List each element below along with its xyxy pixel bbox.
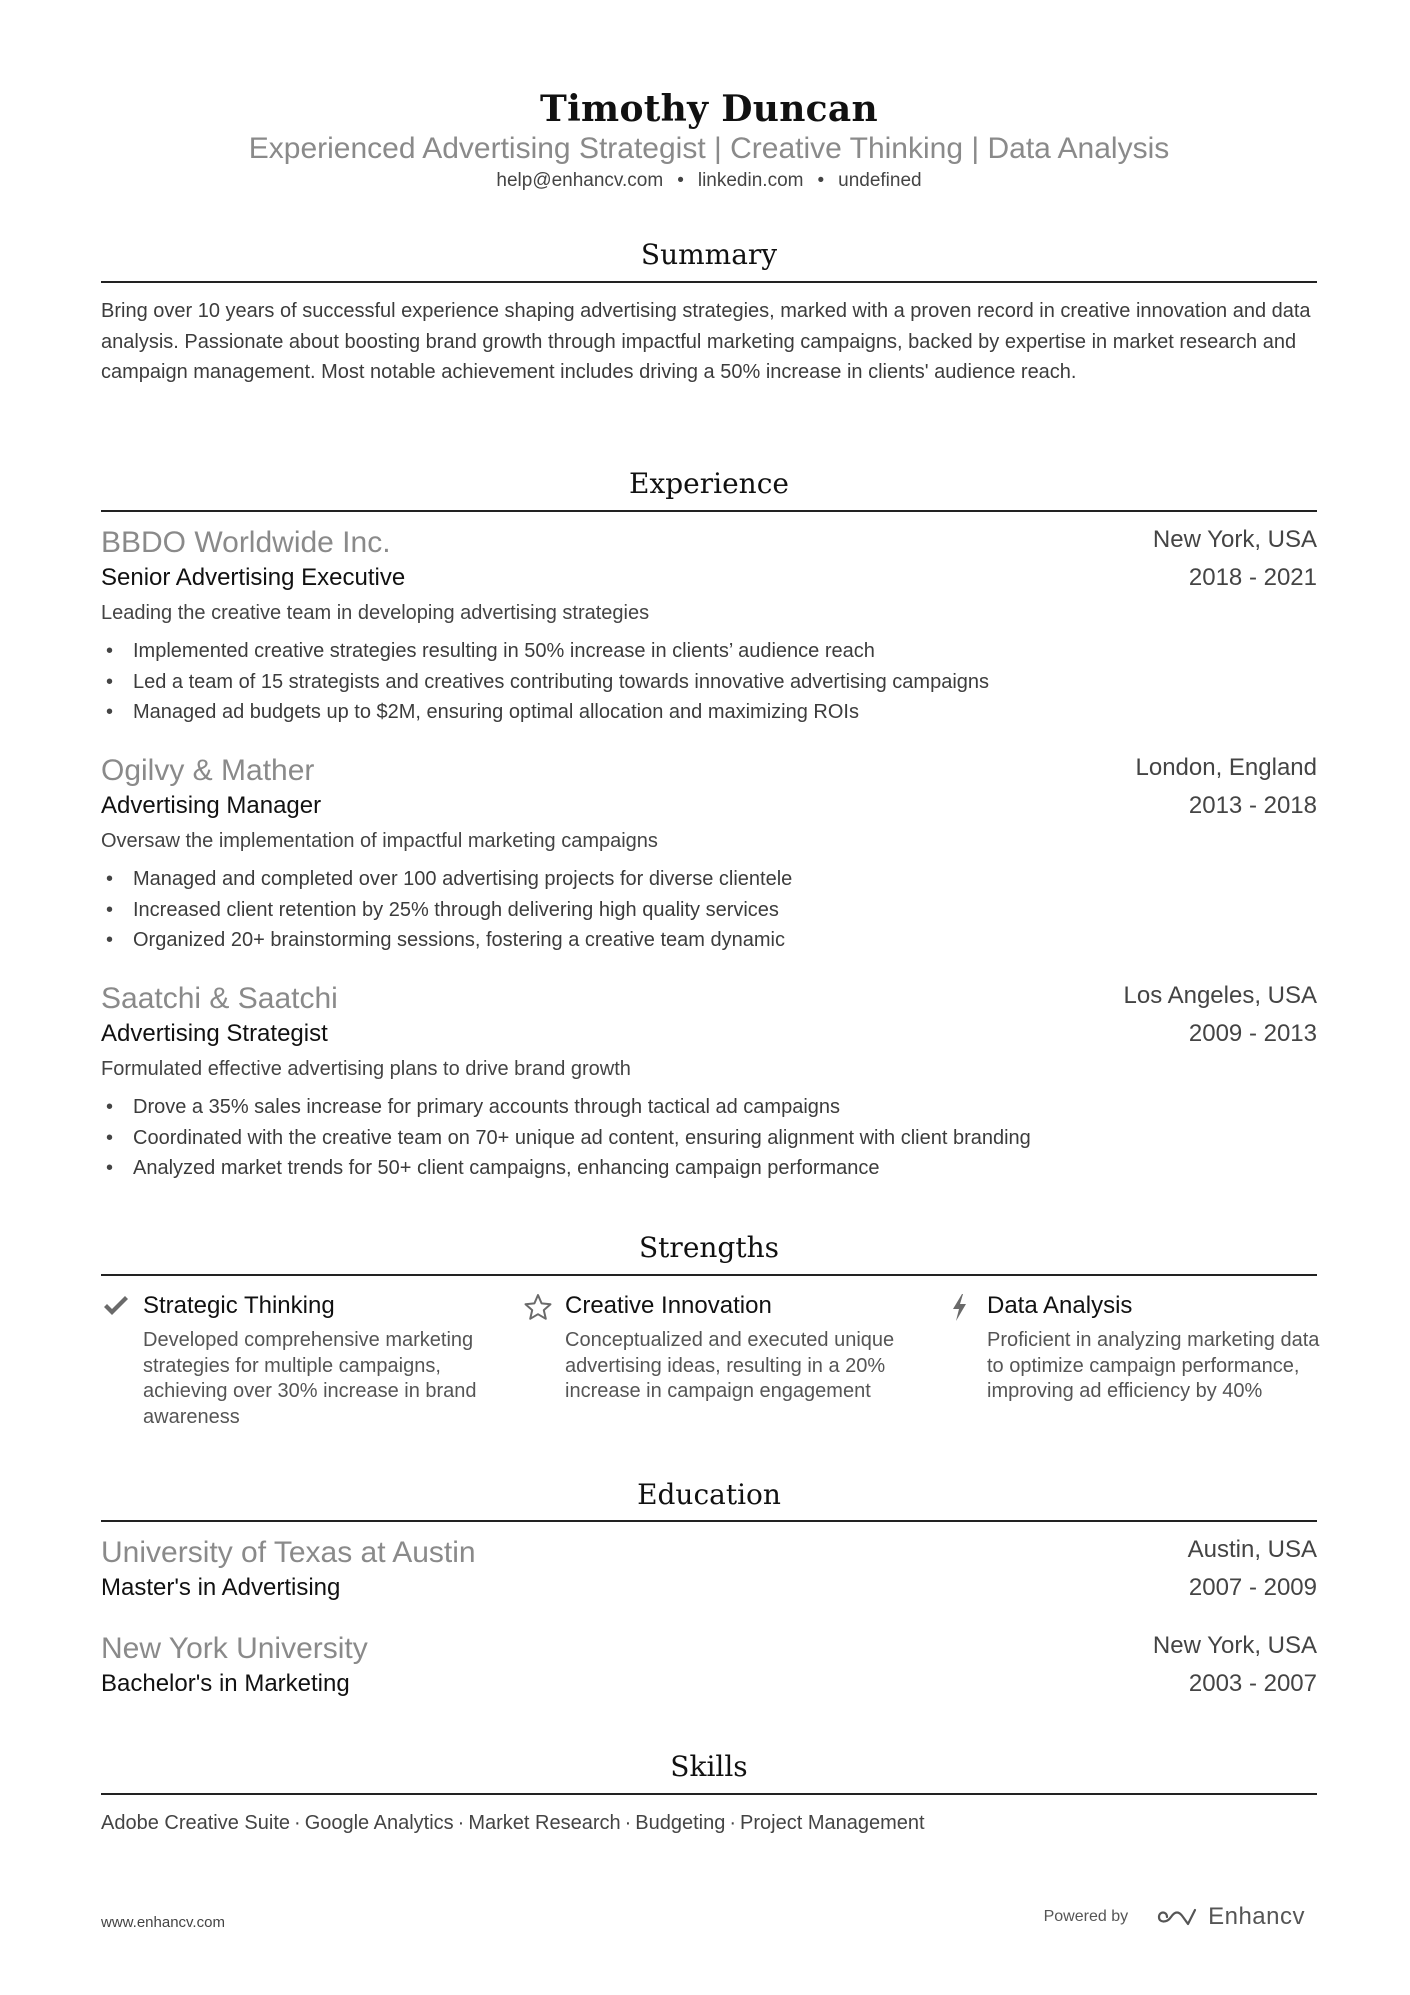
strengths-heading: Strengths <box>639 1231 779 1264</box>
job-location: New York, USA <box>1152 526 1317 553</box>
job-dates: 2018 - 2021 <box>1188 564 1317 591</box>
extra-contact: undefined <box>838 170 922 191</box>
skills-list <box>101 1812 925 1835</box>
achievement-item: • Organized 20+ brainstorming sessions, fostering a creative team dynamic <box>106 929 785 951</box>
job-description: Formulated effective advertising plans to drive brand growth <box>101 1058 631 1080</box>
strength-description: Conceptualized and executed unique advertising ideas, resulting in a 20% increase in campaign engagement <box>565 1329 895 1402</box>
company-name: Saatchi & Saatchi <box>101 982 338 1015</box>
brand-name: Enhancv <box>1208 1903 1305 1930</box>
email-link[interactable]: help@enhancv.com <box>496 170 664 191</box>
lightning-icon <box>945 1292 975 1322</box>
candidate-tagline: Experienced Advertising Strategist | Creative Thinking | Data Analysis <box>248 132 1170 165</box>
job-title: Advertising Strategist <box>101 1020 328 1047</box>
job-title: Senior Advertising Executive <box>101 564 406 591</box>
section-divider <box>101 281 1317 283</box>
achievement-item: • Managed ad budgets up to $2M, ensuring optimal allocation and maximizing ROIs <box>106 701 859 723</box>
achievement-list <box>101 1092 1031 1184</box>
achievement-item: • Led a team of 15 strategists and creatives contributing towards innovative advertising campaigns <box>106 670 990 693</box>
skill-item: Market Research <box>468 1812 621 1834</box>
job-description: Leading the creative team in developing advertising strategies <box>101 602 650 624</box>
section-divider <box>101 1274 1317 1276</box>
job-dates: 2013 - 2018 <box>1188 792 1317 819</box>
experience-heading: Experience <box>629 467 789 500</box>
skill-item: Google Analytics <box>304 1812 454 1834</box>
separator-dot: • <box>677 170 684 191</box>
school-name: University of Texas at Austin <box>101 1536 476 1569</box>
degree: Bachelor's in Marketing <box>101 1670 350 1697</box>
skill-item: Budgeting <box>635 1812 726 1834</box>
strength-title: Data Analysis <box>987 1292 1133 1319</box>
job-dates: 2009 - 2013 <box>1188 1020 1317 1047</box>
achievement-item: • Implemented creative strategies resulting in 50% increase in clients’ audience reach <box>106 640 875 662</box>
achievement-item: • Increased client retention by 25% through delivering high quality services <box>106 898 779 921</box>
strength-title: Strategic Thinking <box>143 1292 335 1319</box>
separator-dot: • <box>817 170 825 191</box>
education-dates: 2007 - 2009 <box>1188 1574 1317 1601</box>
star-icon <box>523 1292 553 1322</box>
company-name: BBDO Worldwide Inc. <box>101 526 391 559</box>
resume-page <box>101 0 1320 1995</box>
achievement-item: • Managed and completed over 100 advertising projects for diverse clientele <box>106 868 793 890</box>
degree: Master's in Advertising <box>101 1574 341 1601</box>
enhancv-logo-icon <box>1154 1905 1200 1929</box>
section-divider <box>101 510 1317 512</box>
strength-title: Creative Innovation <box>565 1292 772 1319</box>
skill-separator: · <box>729 1812 737 1834</box>
achievement-item: • Drove a 35% sales increase for primary accounts through tactical ad campaigns <box>106 1096 841 1118</box>
school-location: Austin, USA <box>1187 1536 1317 1563</box>
footer-website-link[interactable]: www.enhancv.com <box>101 1914 225 1931</box>
job-location: Los Angeles, USA <box>1123 982 1317 1009</box>
footer-branding <box>1044 1903 1305 1931</box>
checkmark-icon <box>101 1292 131 1322</box>
education-dates: 2003 - 2007 <box>1188 1670 1317 1697</box>
job-description: Oversaw the implementation of impactful marketing campaigns <box>101 830 658 852</box>
education-heading: Education <box>637 1478 781 1511</box>
linkedin-link[interactable]: linkedin.com <box>697 170 804 191</box>
skill-separator: · <box>624 1812 632 1834</box>
company-name: Ogilvy & Mather <box>101 754 315 787</box>
job-title: Advertising Manager <box>101 792 322 819</box>
achievement-item: • Coordinated with the creative team on 70+ unique ad content, ensuring alignment with client branding <box>106 1126 1031 1149</box>
school-location: New York, USA <box>1152 1632 1317 1659</box>
skill-item: Project Management <box>740 1812 925 1834</box>
achievement-item: • Analyzed market trends for 50+ client campaigns, enhancing campaign performance <box>106 1157 880 1179</box>
school-name: New York University <box>101 1632 368 1665</box>
section-divider <box>101 1520 1317 1522</box>
strength-description: Proficient in analyzing marketing data to optimize campaign performance, improving ad efficiency by 40% <box>987 1329 1320 1402</box>
section-divider <box>101 1793 1317 1795</box>
skill-item: Adobe Creative Suite <box>101 1812 291 1834</box>
contact-line <box>101 170 1317 192</box>
strength-description: Developed comprehensive marketing strategies for multiple campaigns, achieving over 30% increase in brand awareness <box>143 1329 477 1428</box>
powered-by-label: Powered by <box>1043 1908 1129 1925</box>
skills-heading: Skills <box>670 1750 748 1783</box>
summary-heading: Summary <box>640 238 778 271</box>
skill-separator: · <box>457 1812 465 1834</box>
skill-separator: · <box>294 1812 301 1834</box>
achievement-list <box>101 636 989 728</box>
enhancv-logo[interactable] <box>1154 1903 1305 1931</box>
job-location: London, England <box>1135 754 1317 781</box>
candidate-name: Timothy Duncan <box>539 88 878 130</box>
achievement-list <box>101 864 792 956</box>
summary-text: Bring over 10 years of successful experience shaping advertising strategies, marked with a proven record in creative innovation and data analysis. Passionate about boosting brand growth through impactful marketing campaigns, backed by expertise in market research and campaign management. Most notable achievement includes driving a 50% increase in clients' audience reach. <box>101 300 1311 383</box>
